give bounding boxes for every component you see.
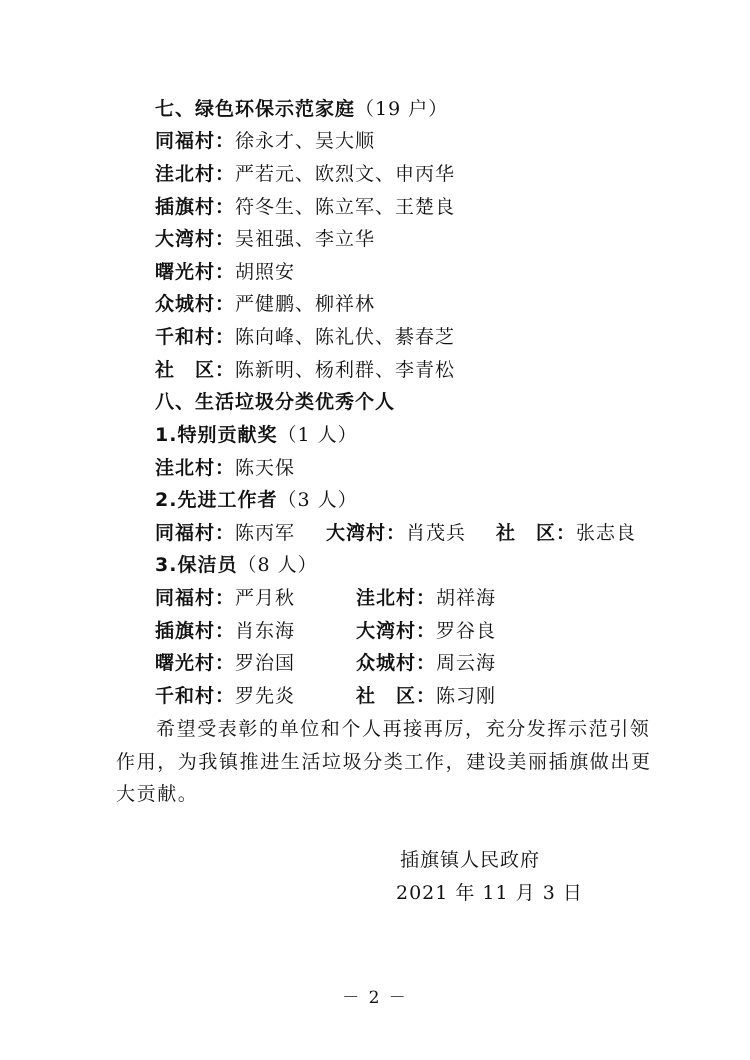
honoree-names: 陈新明、杨利群、李青松 bbox=[235, 359, 456, 381]
list-item bbox=[0, 615, 750, 647]
village-label: 大湾村： bbox=[155, 228, 236, 250]
village-label: 社 区： bbox=[155, 359, 236, 381]
list-item bbox=[0, 517, 750, 549]
sub2-title: 2.先进工作者 bbox=[155, 489, 278, 511]
section7-heading bbox=[155, 93, 448, 125]
sub1-title: 1.特别贡献奖 bbox=[155, 424, 278, 446]
list-item bbox=[155, 191, 455, 223]
signature-date: 2021 年 11 月 3 日 bbox=[396, 882, 583, 904]
closing-paragraph: 希望受表彰的单位和个人再接再厉，充分发挥示范引领作用，为我镇推进生活垃圾分类工作，建设美丽插旗做出更大贡献。 bbox=[116, 718, 652, 805]
honoree-name: 陈习刚 bbox=[436, 685, 497, 707]
list-item bbox=[155, 125, 375, 157]
honoree-entry bbox=[155, 615, 295, 647]
sub1-heading bbox=[155, 419, 358, 451]
village-label: 社 区： bbox=[356, 685, 437, 707]
honoree-name: 罗治国 bbox=[235, 652, 296, 674]
list-item bbox=[155, 158, 455, 190]
village-label: 洼北村： bbox=[155, 457, 236, 479]
honoree-entry bbox=[356, 582, 496, 614]
honoree-names: 符冬生、陈立军、王楚良 bbox=[235, 196, 456, 218]
village-label: 社 区： bbox=[496, 522, 577, 544]
honoree-names: 陈天保 bbox=[235, 457, 296, 479]
sub1-count: （1 人） bbox=[277, 424, 358, 446]
village-label: 插旗村： bbox=[155, 196, 236, 218]
honoree-entry bbox=[155, 647, 295, 679]
section7-heading-main: 七、绿色环保示范家庭 bbox=[155, 98, 356, 120]
village-label: 众城村： bbox=[155, 293, 236, 315]
honoree-entry bbox=[496, 517, 636, 549]
village-label: 曙光村： bbox=[155, 652, 236, 674]
honoree-name: 罗谷良 bbox=[436, 620, 497, 642]
honoree-name: 罗先炎 bbox=[235, 685, 296, 707]
honoree-names: 吴祖强、李立华 bbox=[235, 228, 376, 250]
list-item bbox=[155, 223, 375, 255]
village-label: 洼北村： bbox=[155, 163, 236, 185]
sub3-title: 3.保洁员 bbox=[155, 554, 238, 576]
signature-org: 插旗镇人民政府 bbox=[400, 849, 541, 871]
honoree-names: 陈向峰、陈礼伏、綦春芝 bbox=[235, 326, 456, 348]
sub3-heading bbox=[155, 549, 318, 581]
honoree-names: 胡照安 bbox=[235, 261, 296, 283]
honoree-name: 肖茂兵 bbox=[406, 522, 467, 544]
village-label: 洼北村： bbox=[356, 587, 437, 609]
honoree-name: 严月秋 bbox=[235, 587, 296, 609]
honoree-entry bbox=[155, 680, 295, 712]
honoree-entry bbox=[356, 615, 496, 647]
honoree-names: 徐永才、吴大顺 bbox=[235, 130, 376, 152]
page-number: － 2 － bbox=[342, 988, 408, 1008]
section7-heading-count: （19 户） bbox=[355, 98, 449, 120]
list-item bbox=[155, 452, 295, 484]
sub2-heading bbox=[155, 484, 358, 516]
village-label: 同福村： bbox=[155, 522, 236, 544]
list-item bbox=[155, 354, 455, 386]
list-item bbox=[155, 321, 455, 353]
list-item bbox=[0, 680, 750, 712]
sub3-count: （8 人） bbox=[237, 554, 318, 576]
list-item bbox=[155, 288, 375, 320]
list-item bbox=[0, 582, 750, 614]
honoree-entry bbox=[356, 680, 496, 712]
village-label: 大湾村： bbox=[326, 522, 407, 544]
honoree-entry bbox=[155, 582, 295, 614]
honoree-name: 陈丙军 bbox=[235, 522, 296, 544]
honoree-entry bbox=[155, 517, 295, 549]
list-item bbox=[155, 256, 295, 288]
village-label: 插旗村： bbox=[155, 620, 236, 642]
section8-heading: 八、生活垃圾分类优秀个人 bbox=[155, 391, 396, 413]
village-label: 同福村： bbox=[155, 587, 236, 609]
village-label: 千和村： bbox=[155, 326, 236, 348]
honoree-entry bbox=[356, 647, 496, 679]
village-label: 曙光村： bbox=[155, 261, 236, 283]
village-label: 千和村： bbox=[155, 685, 236, 707]
honoree-names: 严若元、欧烈文、申丙华 bbox=[235, 163, 456, 185]
honoree-entry bbox=[326, 517, 466, 549]
village-label: 众城村： bbox=[356, 652, 437, 674]
list-item bbox=[0, 647, 750, 679]
honoree-name: 周云海 bbox=[436, 652, 497, 674]
honoree-name: 张志良 bbox=[576, 522, 637, 544]
honoree-names: 严健鹏、柳祥林 bbox=[235, 293, 376, 315]
sub2-count: （3 人） bbox=[277, 489, 358, 511]
village-label: 同福村： bbox=[155, 130, 236, 152]
village-label: 大湾村： bbox=[356, 620, 437, 642]
honoree-name: 胡祥海 bbox=[436, 587, 497, 609]
honoree-name: 肖东海 bbox=[235, 620, 296, 642]
